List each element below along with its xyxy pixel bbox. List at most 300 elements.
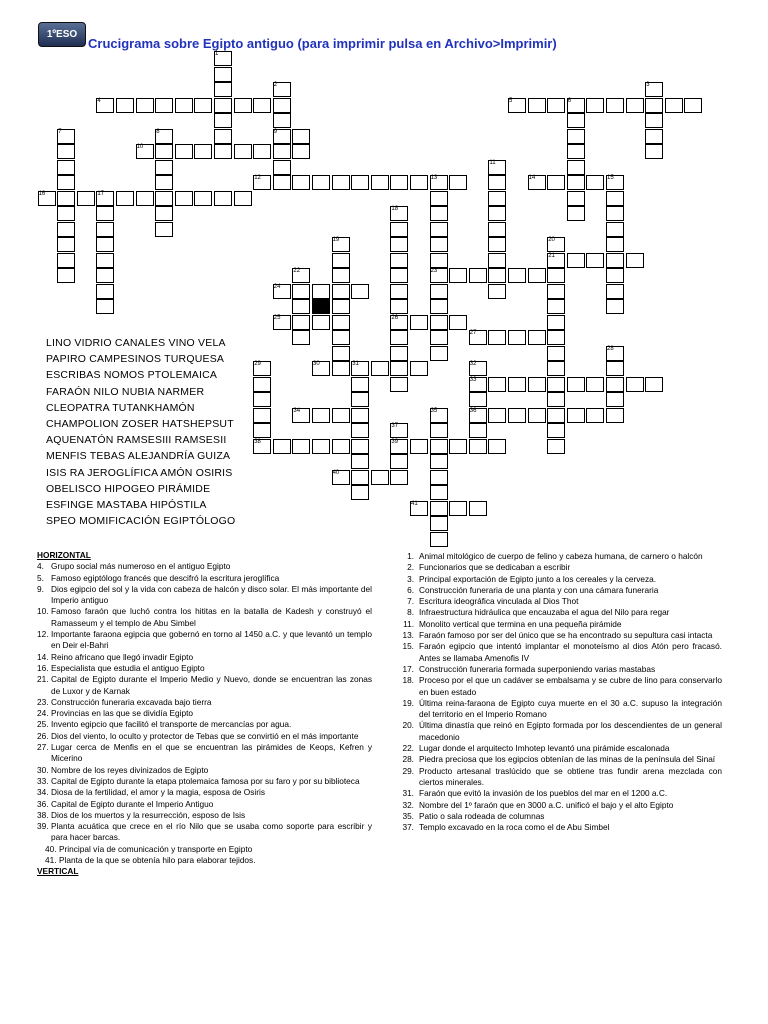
crossword-cell[interactable] [684, 98, 702, 113]
crossword-cell[interactable] [469, 392, 487, 407]
crossword-cell[interactable] [410, 361, 428, 376]
crossword-cell[interactable] [116, 191, 134, 206]
crossword-cell[interactable] [332, 284, 350, 299]
horizontal-clue [37, 606, 372, 629]
vertical-clue-number: 8. [407, 607, 414, 618]
crossword-cell[interactable] [449, 315, 467, 330]
crossword-cell[interactable] [430, 253, 448, 268]
crossword-cell[interactable] [430, 516, 448, 531]
crossword-cell[interactable] [351, 175, 369, 190]
horizontal-clue-number: 38. [37, 809, 49, 820]
crossword-cell[interactable] [292, 330, 310, 345]
clue-number-label: 15 [607, 175, 614, 181]
clue-number-label: 21 [548, 252, 555, 259]
crossword-cell[interactable] [528, 98, 546, 113]
word-bank-line: CLEOPATRA TUTANKHAMÓN [46, 401, 195, 414]
crossword-cell[interactable] [547, 299, 565, 314]
crossword-cell[interactable] [292, 315, 310, 330]
crossword-cell[interactable] [57, 253, 75, 268]
horizontal-clue [37, 697, 372, 708]
crossword-cell[interactable] [96, 222, 114, 237]
crossword-cell[interactable] [586, 408, 604, 423]
crossword-cell[interactable] [273, 175, 291, 190]
clue-number-label: 1 [215, 51, 219, 57]
crossword-cell[interactable] [312, 408, 330, 423]
crossword-cell[interactable] [390, 361, 408, 376]
crossword-cell[interactable] [57, 191, 75, 206]
clue-number-label: 17 [97, 190, 105, 197]
crossword-cell[interactable] [292, 129, 310, 144]
crossword-cell[interactable] [567, 191, 585, 206]
vertical-clue-number: 15. [402, 641, 414, 652]
crossword-cell[interactable] [567, 253, 585, 268]
crossword-cell[interactable] [645, 98, 663, 113]
horizontal-clue-number: 26. [37, 730, 49, 741]
vertical-clue [392, 596, 722, 607]
clue-number-label: 36 [469, 407, 477, 414]
horizontal-clue [37, 573, 372, 584]
crossword-cell[interactable] [96, 268, 114, 283]
crossword-cell[interactable] [214, 67, 232, 82]
vertical-clue [392, 607, 722, 618]
crossword-cell[interactable] [253, 98, 271, 113]
crossword-cell[interactable] [390, 284, 408, 299]
crossword-cell[interactable] [77, 191, 95, 206]
crossword-cell[interactable] [390, 222, 408, 237]
horizontal-clue [37, 663, 372, 674]
clue-number-label: 18 [391, 206, 399, 212]
crossword-cell[interactable] [488, 237, 506, 252]
crossword-cell[interactable] [214, 113, 232, 128]
crossword-cell[interactable] [390, 470, 408, 485]
crossword-cell[interactable] [194, 98, 212, 113]
crossword-cell[interactable] [273, 144, 291, 159]
crossword-cell[interactable] [351, 454, 369, 469]
vertical-clue [392, 664, 722, 675]
crossword-cell[interactable] [606, 284, 624, 299]
clue-number-label: 41 [411, 500, 418, 507]
crossword-cell[interactable] [332, 439, 350, 454]
crossword-cell[interactable] [410, 439, 428, 454]
crossword-cell[interactable] [155, 144, 173, 159]
crossword-cell[interactable] [332, 175, 350, 190]
crossword-cell[interactable] [430, 330, 448, 345]
crossword-cell[interactable] [332, 346, 350, 361]
crossword-cell[interactable] [390, 253, 408, 268]
clue-number-label: 8 [156, 128, 160, 135]
crossword-cell[interactable] [292, 175, 310, 190]
vertical-clue [392, 822, 722, 833]
horizontal-clue-text: Invento egipcio que facilitó el transporte de mercancías por agua. [51, 719, 292, 730]
crossword-cell[interactable] [273, 113, 291, 128]
clue-number-label: 12 [254, 175, 261, 181]
crossword-cell[interactable] [547, 377, 565, 392]
vertical-clue-number: 20. [402, 720, 414, 731]
crossword-cell[interactable] [214, 191, 232, 206]
vertical-clue-number: 31. [402, 788, 414, 799]
page-title: Crucigrama sobre Egipto antiguo (para imprimir pulsa en Archivo>Imprimir) [88, 36, 557, 51]
clue-number-label: 37 [391, 423, 399, 429]
clue-number-label: 4 [97, 97, 101, 104]
crossword-cell[interactable] [332, 330, 350, 345]
crossword-cell[interactable] [332, 299, 350, 314]
vertical-clue-text: Última dinastía que reinó en Egipto formada por los descendientes de un general macedonio [419, 720, 722, 742]
crossword-cell[interactable] [312, 439, 330, 454]
crossword-cell[interactable] [96, 206, 114, 221]
horizontal-clue [37, 810, 372, 821]
crossword-cell[interactable] [234, 98, 252, 113]
vertical-clue [392, 811, 722, 822]
crossword-cell[interactable] [606, 191, 624, 206]
word-bank-line: CHAMPOLION ZOSER HATSHEPSUT [46, 418, 234, 431]
vertical-clue-text: Faraón famoso por ser del único que se ha encontrado su sepultura casi intacta [419, 630, 713, 641]
word-bank-line: LINO VIDRIO CANALES VINO VELA [46, 337, 226, 349]
clue-number-label: 31 [352, 361, 359, 367]
crossword-cell[interactable] [449, 175, 467, 190]
crossword-cell[interactable] [606, 377, 624, 392]
crossword-cell[interactable] [155, 160, 173, 175]
crossword-cell[interactable] [488, 191, 506, 206]
crossword-cell[interactable] [253, 392, 271, 407]
crossword-cell[interactable] [547, 284, 565, 299]
crossword-cell[interactable] [547, 439, 565, 454]
crossword-cell[interactable] [96, 237, 114, 252]
crossword-cell[interactable] [57, 206, 75, 221]
crossword-cell[interactable] [547, 392, 565, 407]
crossword-cell[interactable] [567, 129, 585, 144]
crossword-cell[interactable] [547, 175, 565, 190]
horizontal-clue-text: Dios de los muertos y la resurrección, esposo de Isis [51, 809, 246, 820]
clue-number-label: 14 [528, 175, 536, 181]
crossword-cell[interactable] [234, 144, 252, 159]
crossword-cell[interactable] [351, 408, 369, 423]
crossword-cell[interactable] [606, 222, 624, 237]
crossword-cell[interactable] [488, 377, 506, 392]
vertical-clue-number: 18. [402, 675, 414, 686]
crossword-cell[interactable] [214, 82, 232, 97]
crossword-cell[interactable] [253, 144, 271, 159]
crossword-cell[interactable] [488, 206, 506, 221]
crossword-cell[interactable] [136, 191, 154, 206]
crossword-cell[interactable] [430, 284, 448, 299]
crossword-cell[interactable] [645, 113, 663, 128]
crossword-cell[interactable] [57, 222, 75, 237]
crossword-cell[interactable] [606, 206, 624, 221]
crossword-cell[interactable] [547, 98, 565, 113]
crossword-cell[interactable] [390, 175, 408, 190]
crossword-cell[interactable] [606, 253, 624, 268]
crossword-cell[interactable] [57, 268, 75, 283]
crossword-cell[interactable] [175, 191, 193, 206]
crossword-cell[interactable] [508, 408, 526, 423]
word-bank-line: PAPIRO CAMPESINOS TURQUESA [46, 353, 225, 366]
crossword-cell[interactable] [332, 408, 350, 423]
crossword-cell[interactable] [469, 423, 487, 438]
crossword-cell[interactable] [273, 98, 291, 113]
crossword-cell[interactable] [488, 175, 506, 190]
crossword-cell[interactable] [430, 470, 448, 485]
horizontal-clue-text: Planta acuática que crece en el río Nilo que se usaba como soporte para escribir y para hacer barcas. [51, 821, 372, 843]
crossword-cell[interactable] [292, 299, 310, 314]
vertical-clue-text: Lugar donde el arquitecto Imhotep levantó una pirámide escalonada [419, 743, 670, 754]
crossword-cell[interactable] [645, 144, 663, 159]
crossword-cell[interactable] [508, 330, 526, 345]
crossword-cell[interactable] [488, 253, 506, 268]
horizontal-clue-text: Principal vía de comunicación y transporte en Egipto [59, 843, 253, 854]
crossword-cell[interactable] [547, 346, 565, 361]
crossword-cell[interactable] [665, 98, 683, 113]
crossword-cell[interactable] [606, 408, 624, 423]
crossword-cell[interactable] [214, 129, 232, 144]
crossword-cell[interactable] [508, 268, 526, 283]
crossword-cell[interactable] [449, 501, 467, 516]
crossword-cell[interactable] [488, 268, 506, 283]
crossword-cell[interactable] [606, 361, 624, 376]
crossword-cell[interactable] [469, 501, 487, 516]
horizontal-clue [37, 584, 372, 607]
crossword-cell[interactable] [351, 470, 369, 485]
vertical-clue [392, 754, 722, 765]
vertical-clue-number: 32. [402, 799, 414, 810]
crossword-cell[interactable] [567, 408, 585, 423]
crossword-cell[interactable] [371, 470, 389, 485]
crossword-cell[interactable] [606, 98, 624, 113]
horizontal-clue-text: Famoso egiptólogo francés que descifró la escritura jeroglífica [51, 572, 280, 583]
crossword-cell[interactable] [292, 439, 310, 454]
crossword-cell[interactable] [547, 330, 565, 345]
crossword-cell[interactable] [430, 501, 448, 516]
vertical-clue-number: 1. [407, 551, 414, 561]
crossword-cell[interactable] [273, 160, 291, 175]
crossword-cell[interactable] [253, 423, 271, 438]
crossword-cell[interactable] [430, 315, 448, 330]
horizontal-clue-number: 24. [37, 708, 49, 719]
clue-number-label: 26 [391, 314, 399, 321]
horizontal-clue-number: 39. [37, 821, 49, 832]
vertical-clue [392, 698, 722, 721]
crossword-cell[interactable] [214, 98, 232, 113]
clue-number-label: 23 [430, 268, 438, 274]
clue-number-label: 16 [38, 190, 46, 197]
crossword-cell[interactable] [586, 98, 604, 113]
crossword-cell[interactable] [430, 191, 448, 206]
crossword-cell[interactable] [312, 175, 330, 190]
crossword-cell[interactable] [567, 377, 585, 392]
crossword-cell[interactable] [547, 361, 565, 376]
crossword-cell[interactable] [567, 206, 585, 221]
crossword-cell[interactable] [508, 377, 526, 392]
crossword-cell[interactable] [488, 408, 506, 423]
crossword-cell[interactable] [626, 253, 644, 268]
clue-number-label: 30 [313, 361, 320, 367]
crossword-cell[interactable] [332, 361, 350, 376]
crossword-cell[interactable] [175, 98, 193, 113]
crossword-cell[interactable] [606, 299, 624, 314]
horizontal-clue-text: Capital de Egipto durante la etapa ptolemaica famosa por su faro y por su biblioteca [51, 775, 360, 786]
vertical-clue-number: 3. [407, 573, 414, 584]
crossword-cell[interactable] [430, 206, 448, 221]
clue-number-label: 13 [430, 175, 438, 181]
crossword-cell[interactable] [430, 299, 448, 314]
crossword-cell[interactable] [371, 175, 389, 190]
clue-number-label: 33 [469, 376, 477, 383]
crossword-cell[interactable] [626, 377, 644, 392]
crossword-cell[interactable] [567, 175, 585, 190]
crossword-cell[interactable] [57, 144, 75, 159]
crossword-cell[interactable] [332, 268, 350, 283]
crossword-cell[interactable] [273, 439, 291, 454]
clue-number-label: 22 [293, 268, 301, 274]
crossword-cell[interactable] [390, 377, 408, 392]
crossword-cell[interactable] [469, 439, 487, 454]
crossword-cell[interactable] [430, 439, 448, 454]
crossword-cell[interactable] [528, 408, 546, 423]
crossword-cell[interactable] [253, 377, 271, 392]
crossword-cell[interactable] [547, 268, 565, 283]
vertical-clue-text: Nombre del 1º faraón que en 3000 a.C. unificó el bajo y el alto Egipto [419, 799, 674, 810]
vertical-clue-number: 35. [402, 810, 414, 821]
crossword-cell[interactable] [488, 222, 506, 237]
crossword-cell[interactable] [488, 330, 506, 345]
crossword-cell[interactable] [488, 284, 506, 299]
vertical-clue [392, 585, 722, 596]
crossword-cell[interactable] [528, 377, 546, 392]
clue-number-label: 38 [254, 438, 261, 445]
crossword-cell[interactable] [390, 454, 408, 469]
crossword-cell[interactable] [606, 237, 624, 252]
crossword-cell[interactable] [528, 330, 546, 345]
vertical-clue-number: 17. [402, 663, 414, 674]
crossword-cell[interactable] [312, 284, 330, 299]
crossword-cell[interactable] [155, 206, 173, 221]
crossword-cell[interactable] [194, 144, 212, 159]
crossword-cell[interactable] [390, 299, 408, 314]
vertical-clue [392, 675, 722, 698]
crossword-cell[interactable] [155, 191, 173, 206]
crossword-cell[interactable] [351, 392, 369, 407]
crossword-cell[interactable] [449, 268, 467, 283]
crossword-cell[interactable] [390, 346, 408, 361]
word-bank-line: AQUENATÓN RAMSESIII RAMSESII [46, 434, 227, 447]
clue-number-label: 25 [273, 314, 281, 321]
crossword-cell[interactable] [96, 284, 114, 299]
crossword-cell[interactable] [351, 284, 369, 299]
word-bank-line: ISIS RA JEROGLÍFICA AMÓN OSIRIS [46, 466, 233, 479]
crossword-cell[interactable] [351, 439, 369, 454]
crossword-cell[interactable] [430, 423, 448, 438]
crossword-cell[interactable] [606, 268, 624, 283]
crossword-cell[interactable] [606, 392, 624, 407]
vertical-clue-text: Principal exportación de Egipto junto a los cereales y la cerveza. [419, 573, 657, 584]
vertical-clue-text: Faraón egipcio que intentó implantar el monoteísmo al dios Atón pero fracasó. Antes se llamaba Amenofis IV [419, 641, 722, 663]
crossword-cell[interactable] [488, 439, 506, 454]
vertical-clue [392, 641, 722, 664]
crossword-cell[interactable] [155, 98, 173, 113]
crossword-cell[interactable] [332, 253, 350, 268]
crossword-cell[interactable] [430, 454, 448, 469]
crossword-cell[interactable] [547, 423, 565, 438]
crossword-cell[interactable] [292, 284, 310, 299]
word-bank-line: FARAÓN NILO NUBIA NARMER [46, 385, 205, 398]
crossword-cell[interactable] [430, 485, 448, 500]
crossword-cell[interactable] [175, 144, 193, 159]
crossword-cell[interactable] [57, 160, 75, 175]
crossword-cell[interactable] [469, 268, 487, 283]
horizontal-clue [37, 629, 372, 652]
crossword-cell[interactable] [430, 222, 448, 237]
clue-number-label: 32 [469, 361, 477, 367]
horizontal-clue-number: 23. [37, 696, 49, 707]
crossword-cell[interactable] [567, 113, 585, 128]
crossword-cell[interactable] [214, 144, 232, 159]
crossword-cell[interactable] [96, 299, 114, 314]
crossword-cell[interactable] [351, 485, 369, 500]
crossword-cell[interactable] [547, 315, 565, 330]
crossword-cell[interactable] [430, 346, 448, 361]
crossword-cell[interactable] [586, 377, 604, 392]
horizontal-clue [37, 799, 372, 810]
crossword-cell[interactable] [547, 408, 565, 423]
vertical-clue [392, 766, 722, 789]
crossword-cell[interactable] [351, 423, 369, 438]
crossword-cell[interactable] [567, 144, 585, 159]
crossword-cell[interactable] [116, 98, 134, 113]
crossword-cell[interactable] [410, 315, 428, 330]
vertical-clue-number: 29. [402, 765, 414, 776]
vertical-clue-number: 2. [407, 562, 414, 573]
crossword-cell[interactable] [194, 191, 212, 206]
crossword-cell[interactable] [390, 237, 408, 252]
crossword-cell[interactable] [351, 377, 369, 392]
vertical-clue-number: 28. [402, 754, 414, 765]
crossword-cell[interactable] [312, 315, 330, 330]
crossword-cell[interactable] [155, 222, 173, 237]
crossword-cell[interactable] [371, 361, 389, 376]
crossword-cell[interactable] [645, 129, 663, 144]
crossword-cell[interactable] [449, 439, 467, 454]
horizontal-clue [37, 787, 372, 798]
crossword-cell[interactable] [253, 408, 271, 423]
crossword-cell[interactable] [586, 175, 604, 190]
crossword-cell[interactable] [430, 532, 448, 547]
horizontal-clue-text: Reino africano que llegó invadir Egipto [51, 651, 194, 662]
crossword-cell[interactable] [155, 175, 173, 190]
crossword-cell[interactable] [234, 191, 252, 206]
crossword-black-cell [312, 299, 330, 314]
crossword-cell[interactable] [528, 268, 546, 283]
crossword-cell[interactable] [96, 253, 114, 268]
crossword-cell[interactable] [390, 330, 408, 345]
clue-number-label: 24 [273, 283, 281, 290]
crossword-cell[interactable] [390, 268, 408, 283]
crossword-cell[interactable] [586, 253, 604, 268]
horizontal-clues [37, 550, 372, 878]
crossword-cell[interactable] [332, 315, 350, 330]
crossword-cell[interactable] [645, 377, 663, 392]
crossword-cell[interactable] [626, 98, 644, 113]
horizontal-clue-number: 14. [37, 651, 49, 662]
crossword-cell[interactable] [567, 160, 585, 175]
word-bank-line: ESCRIBAS NOMOS PTOLEMAICA [46, 369, 218, 382]
crossword-cell[interactable] [57, 237, 75, 252]
crossword-cell[interactable] [410, 175, 428, 190]
vertical-clue-text: Patio o sala rodeada de columnas [419, 810, 545, 821]
crossword-cell[interactable] [292, 144, 310, 159]
crossword-cell[interactable] [430, 237, 448, 252]
crossword-cell[interactable] [136, 98, 154, 113]
horizontal-clue-text: Dios del viento, lo oculto y protector de Tebas que se convirtió en el más importante [51, 730, 359, 741]
crossword-cell[interactable] [57, 175, 75, 190]
